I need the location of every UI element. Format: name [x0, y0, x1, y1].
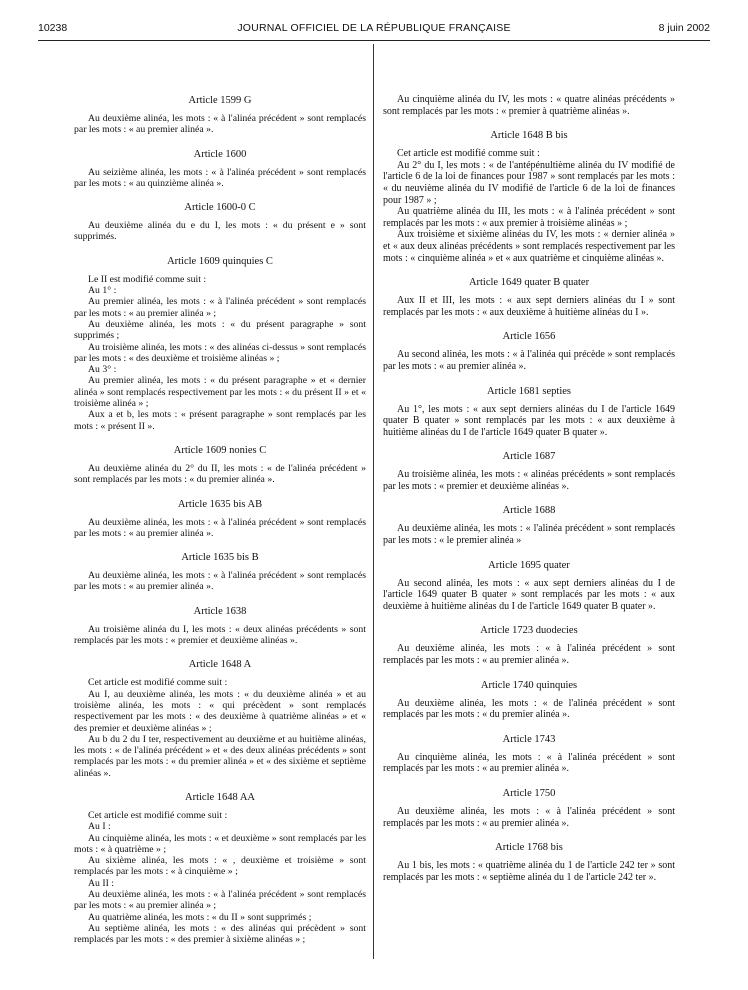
article-title: Article 1600-0 C [184, 202, 256, 214]
article-block [383, 504, 675, 546]
article-block [74, 658, 366, 779]
article-block [74, 498, 366, 540]
article-title: Article 1638 [193, 605, 247, 617]
article-paragraph: Au deuxième alinéa, les mots : « à l'alinéa précédent » sont remplacés par les mots : « au premier alinéa ». [74, 570, 366, 593]
article-paragraph: Au I : [88, 821, 111, 833]
article-paragraph: Au 1 bis, les mots : « quatrième alinéa du 1 de l'article 242 ter » sont remplacés par les mots : « septième alinéa du 1 de l'article 242 ter ». [383, 860, 675, 883]
article-paragraph: Au troisième alinéa du I, les mots : « deux alinéas précédents » sont remplacés par les mots : « premier et deuxième alinéas ». [74, 623, 366, 647]
article-block [383, 276, 675, 318]
left-column [74, 94, 366, 958]
article-paragraph: Au premier alinéa, les mots : « à l'alinéa précédent » sont remplacés par les mots : « au premier alinéa » ; [74, 296, 366, 319]
article-paragraph: Au 3° : [88, 364, 117, 376]
article-block [74, 94, 366, 136]
article-paragraph: Au deuxième alinéa, les mots : « à l'alinéa précédent » sont remplacés par les mots : « au premier alinéa » ; [74, 889, 366, 912]
article-title: Article 1648 AA [185, 791, 255, 803]
article-block [74, 148, 366, 190]
publication-date: 8 juin 2002 [658, 22, 710, 34]
article-paragraph: Aux II et III, les mots : « aux sept derniers alinéas du I » sont remplacés par les mots : « aux deuxième à huitième alinéas du I ». [383, 295, 675, 318]
article-block [383, 787, 675, 829]
article-paragraph: Aux troisième et sixième alinéas du IV, les mots : « dernier alinéa » et « aux deux alinéas précédents » sont remplacés respectivement par les mots : « cinquième alinéa » et « aux quatrième et cinquième alinéas ». [383, 229, 675, 264]
article-title: Article 1648 B bis [490, 130, 568, 142]
article-block [383, 624, 675, 666]
article-block [383, 733, 675, 775]
article-paragraph: Cet article est modifié comme suit : [88, 677, 228, 689]
article-paragraph: Au deuxième alinéa du e du I, les mots : « du présent e » sont supprimés. [74, 220, 366, 243]
page-number: 10238 [38, 22, 68, 34]
article-paragraph: Au I, au deuxième alinéa, les mots : « du deuxième alinéa » et au troisième alinéa, les mots : « qui précèdent » sont remplacés respectivement par les mots : « des deuxième à quatrième alinéas » et « des premier et deuxième alinéas » ; [74, 688, 366, 734]
article-block [74, 605, 366, 647]
article-title: Article 1750 [502, 788, 556, 799]
article-block [383, 385, 675, 439]
article-block [383, 94, 675, 117]
column-divider [373, 44, 374, 959]
article-title: Article 1609 quinquies C [167, 255, 273, 267]
article-block [383, 841, 675, 883]
article-block [383, 129, 675, 264]
article-paragraph: Cet article est modifié comme suit : [88, 809, 228, 821]
article-block [74, 551, 366, 593]
article-paragraph: Au cinquième alinéa du IV, les mots : « quatre alinéas précédents » sont remplacés par les mots : « premier à quatrième alinéas ». [383, 94, 675, 117]
article-title: Article 1599 G [188, 95, 252, 106]
article-paragraph: Le II est modifié comme suit : [88, 273, 207, 285]
article-block [74, 791, 366, 946]
article-paragraph: Au II : [88, 877, 114, 889]
article-paragraph: Au quatrième alinéa, les mots : « du II » sont supprimés ; [88, 911, 312, 923]
article-paragraph: Au second alinéa, les mots : « aux sept derniers alinéas du I de l'article 1649 quater B quater » sont remplacés par les mots : « aux deuxième à huitième alinéas du I de l'article 1649 quater B quater ». [383, 577, 675, 612]
article-block [383, 450, 675, 492]
article-title: Article 1688 [502, 505, 556, 517]
article-title: Article 1687 [502, 451, 556, 463]
article-paragraph: Au 1°, les mots : « aux sept derniers alinéas du I de l'article 1649 quater B quater » sont remplacés par les mots : « aux deuxième à huitième alinéas du I de l'article 1649 quater B quater ». [383, 403, 675, 438]
article-paragraph: Cet article est modifié comme suit : [397, 148, 540, 160]
article-block [383, 679, 675, 721]
article-paragraph: Au quatrième alinéa du III, les mots : « à l'alinéa précédent » sont remplacés par les mots : « aux premier à troisième alinéas » ; [383, 206, 675, 229]
article-paragraph: Au 2° du I, les mots : « de l'antépénultième alinéa du IV modifié de l'article 6 de la loi de finances pour 1987 » sont remplacés par les mots : « du neuvième alinéa du IV modifié de l'article 6 de la loi de finances pour 1987 » ; [383, 159, 675, 206]
right-column [383, 94, 675, 895]
article-paragraph: Au troisième alinéa, les mots : « alinéas précédents » sont remplacés par les mots : « premier et deuxième alinéas ». [383, 469, 675, 492]
article-title: Article 1656 [502, 331, 556, 343]
article-paragraph: Au cinquième alinéa, les mots : « à l'alinéa précédent » sont remplacés par les mots : « au premier alinéa ». [383, 751, 675, 775]
article-paragraph: Au troisième alinéa, les mots : « des alinéas ci-dessus » sont remplacés par les mots : « des deuxième et troisième alinéas » ; [74, 341, 366, 364]
article-title: Article 1635 bis AB [177, 498, 263, 510]
journal-title: JOURNAL OFFICIEL DE LA RÉPUBLIQUE FRANÇAISE [237, 22, 511, 34]
article-paragraph: Au deuxième alinéa, les mots : « à l'alinéa précédent » sont remplacés par les mots : « au premier alinéa ». [74, 113, 366, 136]
article-paragraph: Au deuxième alinéa, les mots : « à l'alinéa précédent » sont remplacés par les mots : « au premier alinéa ». [74, 516, 366, 539]
article-paragraph: Au seizième alinéa, les mots : « à l'alinéa précédent » sont remplacés par les mots : « au quinzième alinéa ». [74, 166, 366, 189]
header-rule [38, 40, 710, 41]
article-title: Article 1635 bis B [181, 552, 259, 564]
article-paragraph: Au second alinéa, les mots : « à l'alinéa qui précède » sont remplacés par les mots : « au premier alinéa ». [383, 349, 675, 372]
article-title: Article 1649 quater B quater [468, 277, 590, 289]
article-paragraph: Au deuxième alinéa, les mots : « de l'alinéa précédent » sont remplacés par les mots : « du premier alinéa ». [383, 697, 675, 721]
article-block [74, 444, 366, 486]
article-title: Article 1743 [502, 733, 556, 745]
article-paragraph: Au deuxième alinéa, les mots : « l'alinéa précédent » sont remplacés par les mots : « le premier alinéa » [383, 523, 675, 547]
article-title: Article 1609 nonies C [173, 444, 267, 456]
article-title: Article 1740 quinquies [480, 679, 578, 691]
article-paragraph: Au deuxième alinéa, les mots : « du présent paragraphe » sont supprimés ; [74, 318, 366, 342]
article-title: Article 1648 A [188, 659, 252, 671]
article-title: Article 1681 septies [487, 385, 571, 397]
article-title: Article 1723 duodecies [480, 625, 578, 637]
article-paragraph: Au deuxième alinéa du 2° du II, les mots : « de l'alinéa précédent » sont remplacés par les mots : « du premier alinéa ». [74, 462, 366, 486]
article-block [74, 201, 366, 243]
article-block [383, 559, 675, 613]
article-paragraph: Au deuxième alinéa, les mots : « à l'alinéa précédent » sont remplacés par les mots : « au premier alinéa ». [383, 806, 675, 829]
article-paragraph: Au premier alinéa, les mots : « du présent paragraphe » et « dernier alinéa » sont remplacés respectivement par les mots : « du présent II » et « troisième alinéa » ; [74, 375, 366, 410]
article-title: Article 1768 bis [495, 842, 563, 854]
article-paragraph: Au 1° : [88, 285, 117, 297]
article-block [383, 330, 675, 372]
article-paragraph: Au deuxième alinéa, les mots : « à l'alinéa précédent » sont remplacés par les mots : « au premier alinéa ». [383, 643, 675, 667]
article-paragraph: Au sixième alinéa, les mots : « , deuxième et troisième » sont remplacés par les mots : « à cinquième » ; [74, 855, 366, 878]
article-block [74, 255, 366, 432]
article-title: Article 1695 quater [488, 559, 570, 571]
article-paragraph: Aux a et b, les mots : « présent paragraphe » sont remplacés par les mots : « présent II ». [74, 409, 366, 432]
article-paragraph: Au cinquième alinéa, les mots : « et deuxième » sont remplacés par les mots : « à quatrième » ; [74, 832, 366, 855]
article-paragraph: Au b du 2 du I ter, respectivement au deuxième et au huitième alinéas, les mots : « de l'alinéa précédent » et « des deux alinéas précédents » sont remplacés par les mots : « du premier alinéa » et « des sixième et septième alinéas ». [74, 733, 366, 779]
article-paragraph: Au septième alinéa, les mots : « des alinéas qui précèdent » sont remplacés par les mots : « des premier à sixième alinéas » ; [74, 922, 366, 946]
article-title: Article 1600 [193, 148, 247, 160]
page-header [38, 18, 710, 40]
